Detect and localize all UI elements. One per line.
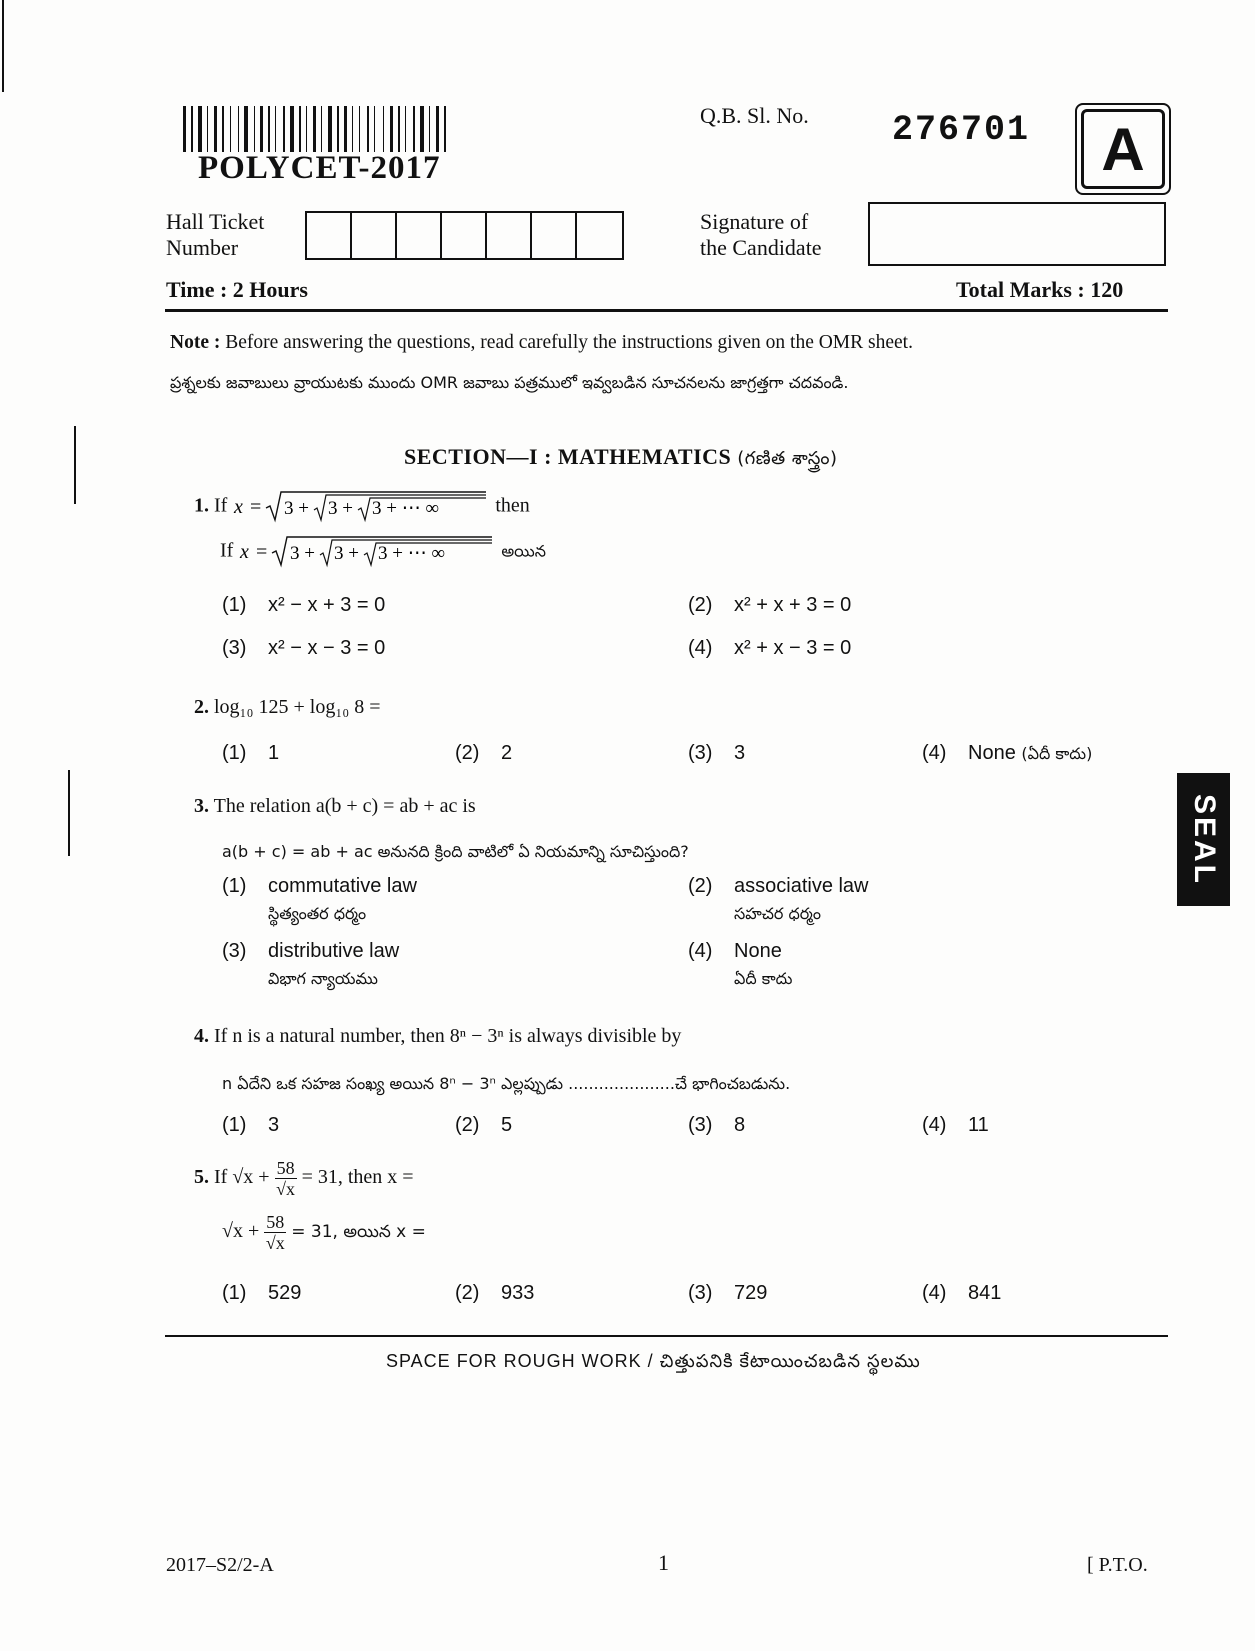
section-title <box>404 444 838 473</box>
note-telugu: ప్రశ్నలకు జవాబులు వ్రాయుటకు ముందు OMR జవాబు పత్రములో ఇవ్వబడిన సూచనలను జాగ్రత్తగా చదవండి. <box>170 373 849 392</box>
barcode-bar <box>244 106 248 152</box>
option-telugu: (ఏదీ కాదు) <box>1021 744 1093 763</box>
option-number: (2) <box>455 742 480 764</box>
barcode-bar <box>328 106 332 152</box>
barcode-bar <box>278 106 281 152</box>
option-number: (2) <box>688 875 713 897</box>
rough-work-divider <box>165 1335 1168 1337</box>
question-tail: then <box>495 494 530 517</box>
question-3-telugu: a(b + c) = ab + ac అనునది క్రింది వాటిలో ఏ నియమాన్ని సూచిస్తుంది? <box>222 842 689 861</box>
barcode-bar <box>198 106 202 152</box>
section-title-text: SECTION—I : MATHEMATICS <box>404 444 732 469</box>
option-number: (1) <box>222 594 247 616</box>
barcode-bar <box>268 106 270 152</box>
barcode-bar <box>417 106 418 152</box>
barcode-bar <box>352 106 353 152</box>
barcode-bar <box>257 106 258 152</box>
question-1 <box>194 490 530 524</box>
barcode-bar <box>183 106 186 152</box>
barcode-bar <box>398 106 400 152</box>
option-5-4[interactable] <box>922 1282 1001 1305</box>
option-text: 729 <box>734 1282 768 1304</box>
barcode-bar <box>334 106 335 152</box>
barcode-bar <box>318 106 319 152</box>
barcode <box>183 106 519 152</box>
barcode-bar <box>306 106 307 152</box>
option-2-2[interactable] <box>455 742 512 765</box>
option-text: 933 <box>501 1282 535 1304</box>
question-number: 1. <box>194 494 209 517</box>
barcode-bar <box>420 106 424 152</box>
option-text: 529 <box>268 1282 302 1304</box>
option-number: (4) <box>922 742 947 764</box>
barcode-bar <box>448 106 449 152</box>
signature-label-line2: the Candidate <box>700 235 822 260</box>
svg-text:x: x <box>234 496 244 518</box>
option-2-3[interactable] <box>688 742 745 765</box>
barcode-bar <box>219 106 220 152</box>
barcode-bar <box>210 106 212 152</box>
barcode-bar <box>260 106 263 152</box>
question-text: If n is a natural number, then 8ⁿ − 3ⁿ is always divisible by <box>214 1025 682 1047</box>
barcode-bar <box>290 106 294 152</box>
option-number: (4) <box>922 1114 947 1136</box>
option-1-2[interactable] <box>688 594 851 617</box>
question-number: 5. <box>194 1166 209 1189</box>
nested-radical <box>238 535 496 569</box>
question-number: 2. <box>194 696 209 718</box>
svg-text:3 +: 3 + <box>284 498 310 519</box>
hall-ticket-label-line1: Hall Ticket <box>166 209 265 234</box>
option-5-2[interactable] <box>455 1282 534 1305</box>
barcode-bar <box>405 106 406 152</box>
option-text: 841 <box>968 1282 1002 1304</box>
option-text: 5 <box>501 1114 513 1136</box>
option-5-3[interactable] <box>688 1282 767 1305</box>
hall-ticket-label-line2: Number <box>166 235 239 260</box>
option-4-4[interactable] <box>922 1114 989 1137</box>
question-telugu-lead: If <box>220 539 234 562</box>
margin-mark-mid <box>74 426 76 504</box>
svg-text:3 +: 3 + <box>328 498 354 519</box>
barcode-bar <box>344 106 347 152</box>
barcode-bar <box>309 106 311 152</box>
question-number: 3. <box>194 795 209 817</box>
barcode-bar <box>303 106 304 152</box>
option-text: x² + x − 3 = 0 <box>734 637 852 659</box>
barcode-bar <box>377 106 381 152</box>
barcode-bar <box>402 106 403 152</box>
fraction-denominator: √x <box>276 1179 296 1199</box>
exam-title: POLYCET-2017 <box>198 150 441 186</box>
question-2 <box>194 696 381 719</box>
hall-ticket-digit-box[interactable] <box>307 213 352 258</box>
option-3-2[interactable] <box>688 875 869 927</box>
option-number: (3) <box>688 742 713 764</box>
barcode-bar <box>371 106 372 152</box>
question-1-telugu <box>220 535 546 569</box>
option-text: x² − x − 3 = 0 <box>268 637 386 659</box>
svg-text:x: x <box>240 541 250 563</box>
svg-text:3 + ⋯ ∞: 3 + ⋯ ∞ <box>372 498 440 519</box>
option-1-1[interactable] <box>222 594 385 617</box>
option-number: (3) <box>222 637 247 659</box>
hall-ticket-digit-box[interactable] <box>397 213 442 258</box>
option-text: 1 <box>268 742 280 764</box>
question-lead: If √x + <box>214 1166 270 1189</box>
barcode-bar <box>383 106 384 152</box>
question-text: The relation a(b + c) = ab + ac is <box>213 795 476 817</box>
set-code-box <box>1075 103 1171 195</box>
fraction-numerator: 58 <box>276 1158 295 1178</box>
question-text: log₁₀ 125 + log₁₀ 8 = <box>214 696 381 718</box>
option-text: None <box>968 742 1016 764</box>
barcode-bar <box>299 106 301 152</box>
hall-ticket-digit-box[interactable] <box>577 213 622 258</box>
option-5-1[interactable] <box>222 1282 301 1305</box>
barcode-bar <box>296 106 297 152</box>
paper-code: 2017–S2/2-A <box>166 1554 274 1576</box>
option-3-4[interactable] <box>688 940 792 992</box>
option-number: (1) <box>222 1114 247 1136</box>
barcode-bar <box>355 106 357 152</box>
option-number: (3) <box>688 1282 713 1304</box>
option-text: 11 <box>968 1114 989 1136</box>
option-number: (4) <box>688 637 713 659</box>
signature-label-line1: Signature of <box>700 209 809 234</box>
option-number: (4) <box>922 1282 947 1304</box>
rough-work-label: SPACE FOR ROUGH WORK / చిత్తుపనికి కేటాయించబడిన స్థలము <box>386 1351 921 1371</box>
note <box>170 332 913 354</box>
option-3-3[interactable] <box>222 940 399 992</box>
hall-ticket-digit-box[interactable] <box>487 213 532 258</box>
option-telugu: ఏదీ కాదు <box>734 969 793 988</box>
barcode-bar <box>191 106 193 152</box>
section-title-telugu: (గణిత శాస్త్రం) <box>737 448 838 469</box>
option-1-4[interactable] <box>688 637 851 660</box>
barcode-bar <box>324 106 326 152</box>
option-number: (1) <box>222 742 247 764</box>
svg-text:=: = <box>256 541 268 563</box>
svg-text:=: = <box>250 496 262 518</box>
option-number: (4) <box>688 940 713 962</box>
header-divider <box>165 309 1168 312</box>
nested-radical <box>232 490 490 524</box>
barcode-bar <box>413 106 415 152</box>
barcode-bar <box>238 106 239 152</box>
question-4-telugu: n ఏదేని ఒక సహజ సంఖ్య అయిన 8ⁿ − 3ⁿ ఎల్లప్పుడు .....................చే భాగించబడును. <box>222 1074 791 1093</box>
option-number: (3) <box>688 1114 713 1136</box>
option-telugu: విభాగ న్యాయము <box>268 969 378 988</box>
question-3 <box>194 795 476 818</box>
option-number: (1) <box>222 1282 247 1304</box>
option-number: (3) <box>222 940 247 962</box>
question-number: 4. <box>194 1025 209 1047</box>
fraction-denominator: √x <box>265 1233 285 1253</box>
option-text: distributive law <box>268 940 400 962</box>
option-2-1[interactable] <box>222 742 279 765</box>
note-text: Before answering the questions, read carefully the instructions given on the OMR sheet. <box>225 332 913 353</box>
option-telugu: సహచర ధర్మం <box>734 904 821 923</box>
barcode-bar <box>241 106 242 152</box>
svg-text:3 + ⋯ ∞: 3 + ⋯ ∞ <box>378 543 446 564</box>
total-marks: Total Marks : 120 <box>956 277 1124 302</box>
option-text: 3 <box>268 1114 280 1136</box>
option-4-2[interactable] <box>455 1114 512 1137</box>
question-5-telugu <box>222 1212 426 1253</box>
question-lead: If <box>214 494 228 517</box>
barcode-bar <box>444 106 446 152</box>
qb-serial-number: 276701 <box>892 110 1031 150</box>
hall-ticket-label <box>166 209 264 261</box>
barcode-bar <box>408 106 411 152</box>
barcode-bar <box>233 106 236 152</box>
svg-text:3 +: 3 + <box>290 543 316 564</box>
barcode-bar <box>429 106 430 152</box>
question-5 <box>194 1158 414 1199</box>
option-text: x² + x + 3 = 0 <box>734 594 852 616</box>
option-text: 3 <box>734 742 746 764</box>
barcode-bar <box>341 106 342 152</box>
barcode-bar <box>272 106 273 152</box>
time-allowed: Time : 2 Hours <box>166 277 308 302</box>
barcode-bar <box>362 106 365 152</box>
barcode-bar <box>275 106 276 152</box>
barcode-bar <box>287 106 288 152</box>
svg-text:3 +: 3 + <box>334 543 360 564</box>
option-4-3[interactable] <box>688 1114 745 1137</box>
barcode-bar <box>254 106 255 152</box>
pto-label: [ P.T.O. <box>1087 1554 1148 1576</box>
barcode-bar <box>436 106 439 152</box>
option-text: None <box>734 940 782 962</box>
barcode-bar <box>195 106 196 152</box>
question-4 <box>194 1025 681 1048</box>
barcode-bar <box>222 106 224 152</box>
option-2-4[interactable] <box>922 742 1092 767</box>
hall-ticket-number-field[interactable] <box>305 211 624 260</box>
question-telugu-tail: అయిన <box>501 541 546 561</box>
page-number: 1 <box>658 1550 669 1575</box>
barcode-bar <box>313 106 316 152</box>
hall-ticket-digit-box[interactable] <box>442 213 487 258</box>
barcode-bar <box>367 106 369 152</box>
question-tail: = 31, then x = <box>301 1166 414 1189</box>
option-number: (2) <box>455 1282 480 1304</box>
hall-ticket-digit-box[interactable] <box>532 213 577 258</box>
barcode-bar <box>188 106 189 152</box>
question-telugu-lead: √x + <box>222 1220 260 1243</box>
barcode-bar <box>321 106 322 152</box>
barcode-bar <box>386 106 388 152</box>
fraction <box>264 1212 286 1253</box>
option-text: x² − x + 3 = 0 <box>268 594 386 616</box>
barcode-bar <box>226 106 228 152</box>
signature-field[interactable] <box>868 202 1166 266</box>
barcode-bar <box>390 106 393 152</box>
barcode-bar <box>230 106 231 152</box>
barcode-bar <box>395 106 396 152</box>
barcode-bar <box>441 106 442 152</box>
barcode-bar <box>349 106 350 152</box>
fraction <box>275 1158 297 1199</box>
option-telugu: స్థిత్యంతర ధర్మం <box>268 904 367 923</box>
option-3-1[interactable] <box>222 875 417 927</box>
seal-label: SEAL <box>1187 793 1221 886</box>
option-number: (2) <box>688 594 713 616</box>
barcode-bar <box>426 106 427 152</box>
option-4-1[interactable] <box>222 1114 279 1137</box>
barcode-bar <box>250 106 252 152</box>
barcode-bar <box>265 106 266 152</box>
margin-mark-top <box>2 0 4 92</box>
option-number: (1) <box>222 875 247 897</box>
option-text: commutative law <box>268 875 417 897</box>
barcode-bar <box>204 106 205 152</box>
barcode-bar <box>207 106 208 152</box>
margin-mark-low <box>68 770 70 856</box>
barcode-bar <box>359 106 360 152</box>
qb-serial-label: Q.B. Sl. No. <box>700 103 809 128</box>
barcode-bar <box>374 106 375 152</box>
barcode-bar <box>432 106 434 152</box>
barcode-bar <box>214 106 217 152</box>
option-text: 8 <box>734 1114 746 1136</box>
signature-label <box>700 209 822 261</box>
set-code: A <box>1081 109 1165 189</box>
option-number: (2) <box>455 1114 480 1136</box>
fraction-numerator: 58 <box>266 1212 285 1232</box>
barcode-bar <box>337 106 339 152</box>
barcode-bar <box>283 106 285 152</box>
hall-ticket-digit-box[interactable] <box>352 213 397 258</box>
option-1-3[interactable] <box>222 637 385 660</box>
option-text: associative law <box>734 875 869 897</box>
seal-tab <box>1177 773 1230 906</box>
question-telugu-tail: = 31, అయిన x = <box>291 1222 426 1243</box>
note-label: Note : <box>170 332 221 353</box>
option-text: 2 <box>501 742 513 764</box>
